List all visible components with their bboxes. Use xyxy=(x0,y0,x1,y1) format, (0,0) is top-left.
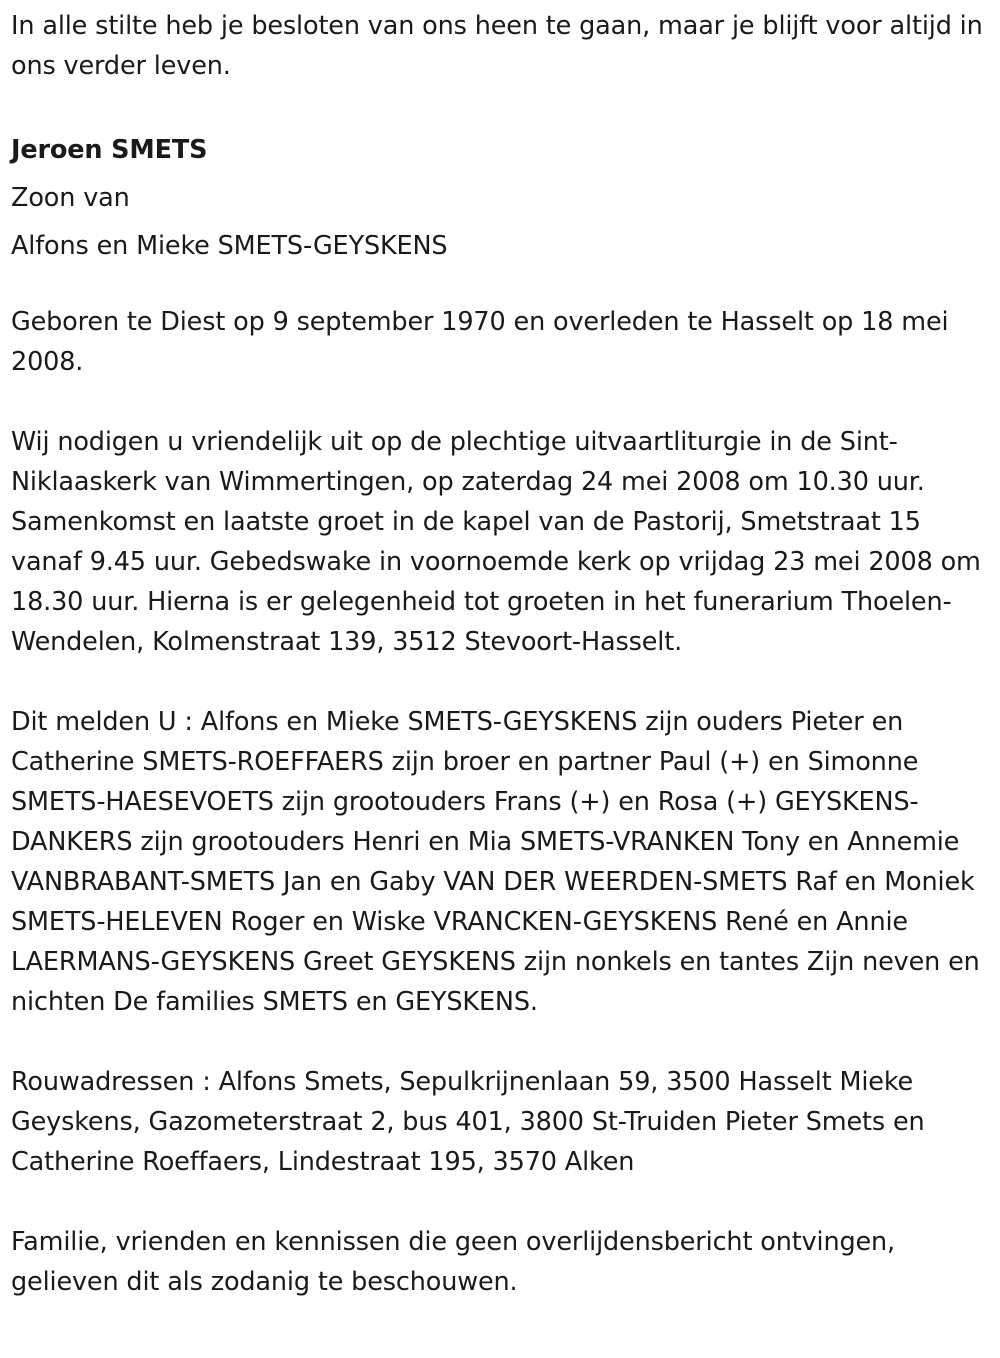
announcement-text: Dit melden U : Alfons en Mieke SMETS-GEYSKENS zijn ouders Pieter en Catherine SMETS-ROEFFAERS zijn broer en partner Paul (+) en Simonne SMETS-HAESEVOETS zijn grootouders Frans (+) en Rosa (+) GEYSKENS-DANKERS zijn grootouders Henri en Mia SMETS-VRANKEN Tony en Annemie VANBRABANT-SMETS Jan en Gaby VAN DER WEERDEN-SMETS Raf en Moniek SMETS-HELEVEN Roger en Wiske VRANCKEN-GEYSKENS René en Annie LAERMANS-GEYSKENS Greet GEYSKENS zijn nonkels en tantes Zijn neven en nichten De families SMETS en GEYSKENS. xyxy=(11,707,980,1017)
invitation-text: Wij nodigen u vriendelijk uit op de plechtige uitvaartliturgie in de Sint-Niklaaskerk van Wimmertingen, op zaterdag 24 mei 2008 om 10.30 uur. Samenkomst en laatste groet in de kapel van de Pastorij, Smetstraat 15 vanaf 9.45 uur. Gebedswake in voornoemde kerk op vrijdag 23 mei 2008 om 18.30 uur. Hierna is er gelegenheid tot groeten in het funerarium Thoelen-Wendelen, Kolmenstraat 139, 3512 Stevoort-Hasselt. xyxy=(11,427,981,657)
deceased-name: Jeroen SMETS xyxy=(11,135,208,165)
obituary-document xyxy=(11,6,991,1302)
addresses-text: Rouwadressen : Alfons Smets, Sepulkrijnenlaan 59, 3500 Hasselt Mieke Geyskens, Gazometerstraat 2, bus 401, 3800 St-Truiden Pieter Smets en Catherine Roeffaers, Lindestraat 195, 3570 Alken xyxy=(11,1067,925,1177)
son-of-label: Zoon van xyxy=(11,183,130,213)
parents-names: Alfons en Mieke SMETS-GEYSKENS xyxy=(11,231,448,261)
closing-text: Familie, vrienden en kennissen die geen overlijdensbericht ontvingen, gelieven dit als zodanig te beschouwen. xyxy=(11,1227,895,1297)
intro-text: In alle stilte heb je besloten van ons heen te gaan, maar je blijft voor altijd in ons verder leven. xyxy=(11,11,983,81)
birth-death-text: Geboren te Diest op 9 september 1970 en overleden te Hasselt op 18 mei 2008. xyxy=(11,307,949,377)
